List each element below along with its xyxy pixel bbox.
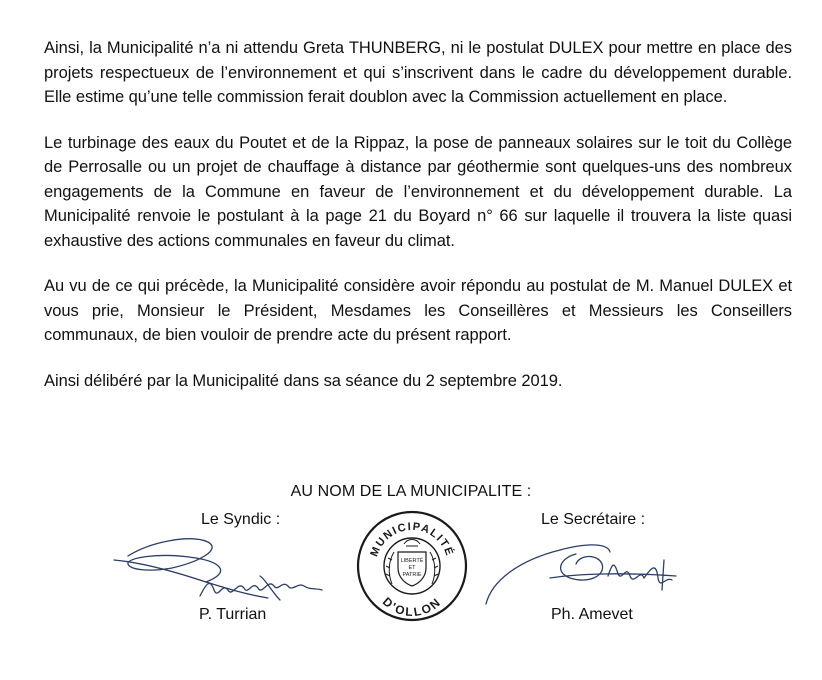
secretary-name: Ph. Amevet [551, 606, 633, 623]
paragraph-4: Ainsi délibéré par la Municipalité dans sa séance du 2 septembre 2019. [44, 371, 563, 390]
paragraph-2: Le turbinage des eaux du Poutet et de la Rippaz, la pose de panneaux solaires sur le toit du Collège de Perrosalle ou un projet de chauffage à distance par géothermie sont quelques-uns des nombreux engagements de la Commune en faveur de l’environnement et du développement durable. La Municipalité renvoie le postulant à la page 21 du Boyard n° 66 sur laquelle il trouvera la liste quasi exhaustive des actions communales en faveur du climat. [44, 133, 792, 250]
paragraph-1: Ainsi, la Municipalité n’a ni attendu Greta THUNBERG, ni le postulat DULEX pour mettre en place des projets respectueux de l’environnement et qui s’inscrivent dans le cadre du développement durable. Elle estime qu’une telle commission ferait doublon avec la Commission actuellement en place. [44, 39, 792, 106]
syndic-name: P. Turrian [199, 606, 267, 623]
signature-heading: AU NOM DE LA MUNICIPALITE : [290, 483, 532, 500]
seal-text-top: MUNICIPALITÉ [368, 520, 456, 559]
syndic-label: Le Syndic : [201, 511, 281, 528]
syndic-signature [110, 520, 340, 610]
paragraph-3: Au vu de ce qui précède, la Municipalité considère avoir répondu au postulat de M. Manuel DULEX et vous prie, Monsieur le Président, Mesdames les Conseillères et Messieurs les Conseillers communaux, de bien vouloir de prendre acte du présent rapport. [44, 277, 792, 344]
secretary-label: Le Secrétaire : [541, 511, 646, 528]
municipal-seal-icon [354, 502, 470, 630]
seal-motto-3: PATRIE [402, 572, 422, 578]
seal-text-bottom: D'OLLON [379, 594, 445, 620]
seal-motto-2: ET [408, 565, 416, 571]
secretary-signature [480, 520, 710, 610]
document-body [44, 36, 792, 414]
seal-motto-1: LIBERTÉ [400, 558, 424, 564]
